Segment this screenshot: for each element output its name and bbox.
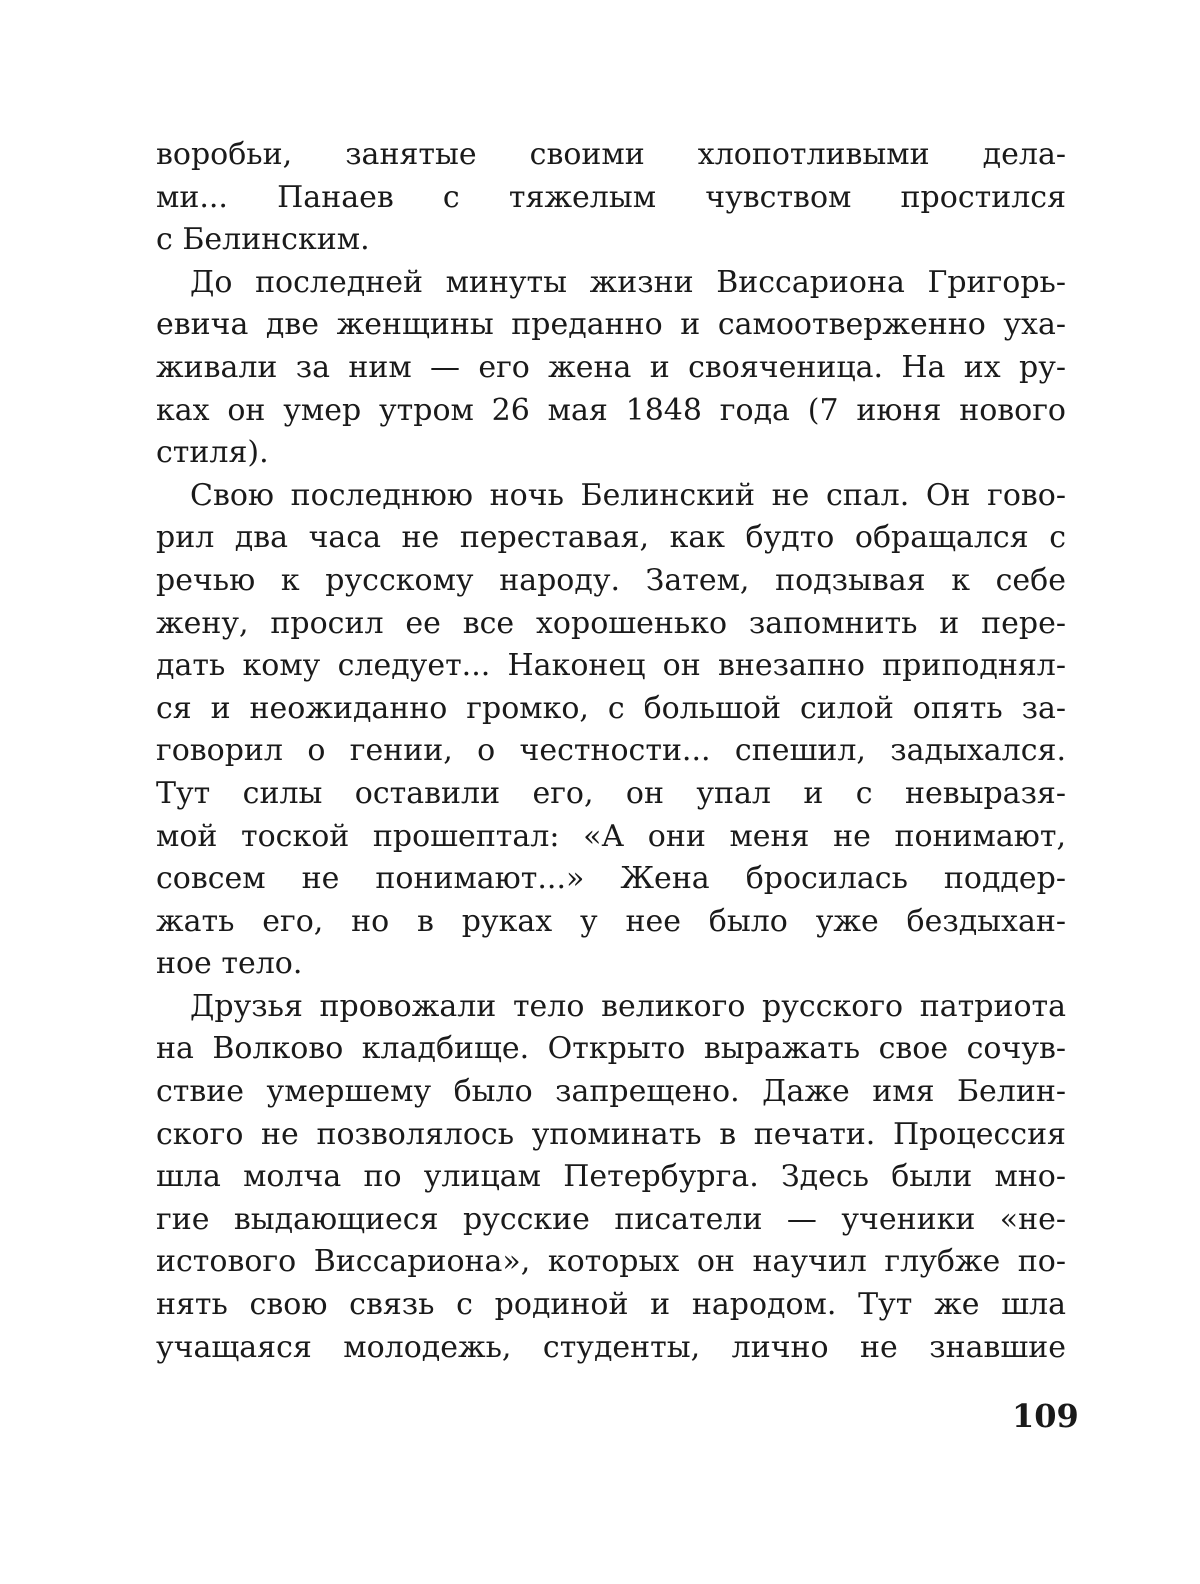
- text-line: Друзья провожали тело великого русского патриота: [190, 988, 1066, 1024]
- text-line: совсем не понимают...» Жена бросилась поддер-: [156, 861, 1066, 897]
- text-line: ся и неожиданно громко, с большой силой опять за-: [156, 690, 1066, 726]
- text-line: рил два часа не переставая, как будто обращался с: [156, 520, 1066, 556]
- text-line: шла молча по улицам Петербурга. Здесь были мно-: [156, 1159, 1066, 1195]
- text-line: ное тело.: [156, 946, 303, 982]
- text-line: ми... Панаев с тяжелым чувством простился: [156, 179, 1066, 215]
- text-line: До последней минуты жизни Виссариона Григорь-: [190, 264, 1066, 300]
- text-line: жать его, но в руках у нее было уже бездыхан-: [156, 903, 1066, 939]
- text-line: мой тоской прошептал: «А они меня не понимают,: [156, 818, 1066, 854]
- text-line: стиля).: [156, 435, 269, 471]
- text-line: на Волково кладбище. Открыто выражать свое сочув-: [156, 1031, 1066, 1067]
- text-line: гие выдающиеся русские писатели — ученики «не-: [156, 1201, 1066, 1237]
- text-line: Тут силы оставили его, он упал и с невыразя-: [156, 775, 1066, 811]
- text-line: ского не позволялось упоминать в печати. Процессия: [156, 1116, 1066, 1152]
- text-line: нять свою связь с родиной и народом. Тут же шла: [156, 1287, 1066, 1323]
- text-line: Свою последнюю ночь Белинский не спал. Он гово-: [190, 477, 1066, 513]
- text-line: ствие умершему было запрещено. Даже имя Белин-: [156, 1074, 1066, 1110]
- text-line: с Белинским.: [156, 222, 370, 258]
- text-line: говорил о гении, о честности... спешил, задыхался.: [156, 733, 1066, 769]
- text-line: дать кому следует... Наконец он внезапно приподнял-: [156, 648, 1066, 684]
- text-line: воробьи, занятые своими хлопотливыми дела-: [156, 137, 1066, 172]
- text-line: евича две женщины преданно и самоотверженно уха-: [156, 307, 1066, 343]
- text-line: учащаяся молодежь, студенты, лично не знавшие: [156, 1329, 1066, 1365]
- text-line: жену, просил ее все хорошенько запомнить и пере-: [156, 605, 1066, 641]
- page-number: 109: [1012, 1397, 1079, 1435]
- text-line: истового Виссариона», которых он научил глубже по-: [156, 1244, 1066, 1280]
- body-text: [156, 134, 1066, 1369]
- text-line: речью к русскому народу. Затем, подзывая к себе: [156, 562, 1066, 598]
- text-line: живали за ним — его жена и свояченица. На их ру-: [156, 349, 1066, 385]
- text-line: ках он умер утром 26 мая 1848 года (7 июня нового: [156, 392, 1066, 428]
